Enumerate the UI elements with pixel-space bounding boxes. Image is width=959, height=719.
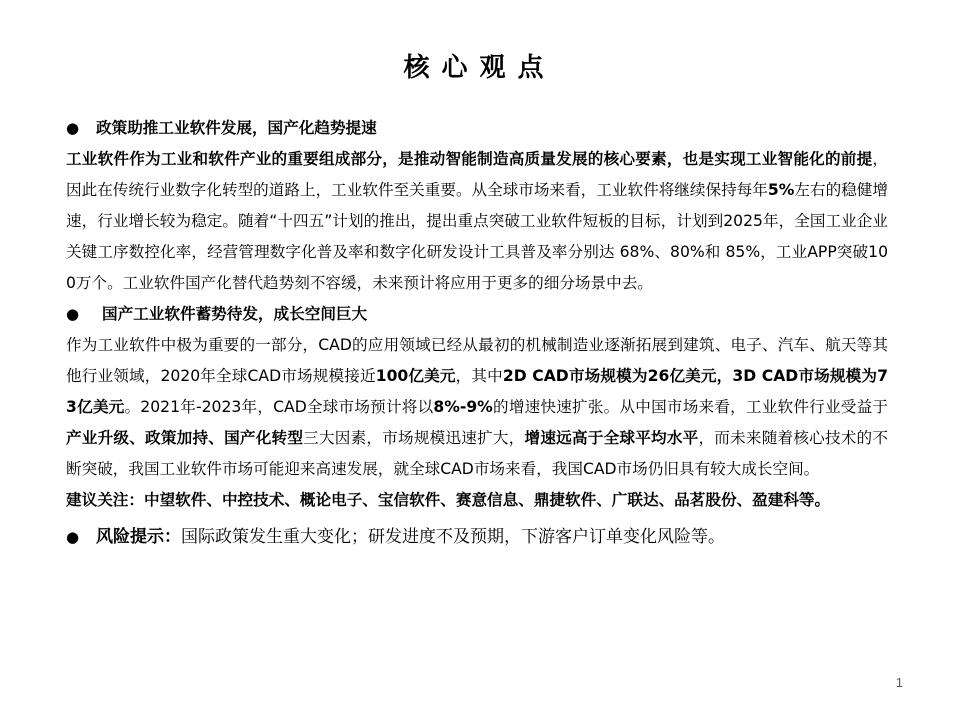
section2-bold-factors: 产业升级、政策加持、国产化转型 [66,429,304,447]
section2-text-3: 。2021年-2023年，CAD全球市场预计将以 [124,398,434,416]
section2-text-4: 的增速快速扩张。从中国市场来看，工业软件行业受益于 [492,398,888,416]
risk-paragraph [66,522,888,553]
section1-text-2: 左右的稳健增速，行业增长较为稳定。随着“十四五”计划的推出，提出重点突破工业软件短板的目标，计划到2025年，全国工业企业关键工序数控化率，经营管理数字化普及率和数字化研发设计工具普及率分别达 68%、80%和 85%，工业APP突破100万个。工业软件国产化替代趋势刻不容缓，未来预计将应用于更多的细分场景中去。 [66,181,888,292]
section1-paragraph [66,144,888,299]
section1-heading-text: 政策助推工业软件发展，国产化趋势提速 [96,119,377,137]
section2-text-5: 三大因素，市场规模迅速扩大， [303,429,525,447]
bullet-icon: ● [66,528,80,546]
page-number: 1 [895,675,903,690]
section2-bold-market-size: 100亿美元 [375,367,456,385]
section2-bold-2d-3d: 2D CAD市场规模为26亿美元，3D CAD市场规模为73亿美元 [66,367,888,416]
section2-heading [66,299,888,330]
page-title: 核心观点 [403,53,556,83]
section2-text-1: 作为工业软件中极为重要的一部分，CAD的应用领域已经从最初的机械制造业逐渐拓展到建筑、电子、汽车、航天等其他行业领域，2020年全球CAD市场规模接近 [66,336,888,385]
section2-heading-text: 国产工业软件蓄势待发，成长空间巨大 [102,305,368,323]
section2-text-6: ，而未来随着核心技术的不断突破，我国工业软件市场可能迎来高速发展，就全球CAD市场来看，我国CAD市场仍旧具有较大成长空间。 [66,429,888,478]
section2-bold-growth-rate: 8%-9% [433,398,493,416]
section2-paragraph [66,330,888,485]
section1-bold-lead: 工业软件作为工业和软件产业的重要组成部分，是推动智能制造高质量发展的核心要素，也是实现工业智能化的前提 [66,150,873,168]
risk-text: 国际政策发生重大变化；研发进度不及预期，下游客户订单变化风险等。 [181,527,725,547]
section1-bold-growth: 5% [767,181,795,199]
content-body [66,113,888,553]
risk-label: 风险提示： [96,527,181,547]
bullet-icon: ● [66,119,80,137]
section2-bold-higher-growth: 增速远高于全球平均水平 [524,429,699,447]
bullet-icon: ● [66,305,80,323]
section2-text-2: ，其中 [455,367,503,385]
recommendation-paragraph: 建议关注：中望软件、中控技术、概论电子、宝信软件、赛意信息、鼎捷软件、广联达、品茗股份、盈建科等。 [66,491,831,509]
section1-heading [66,113,888,144]
section1-text-1: ，因此在传统行业数字化转型的道路上，工业软件至关重要。从全球市场来看，工业软件将继续保持每年 [66,150,888,199]
